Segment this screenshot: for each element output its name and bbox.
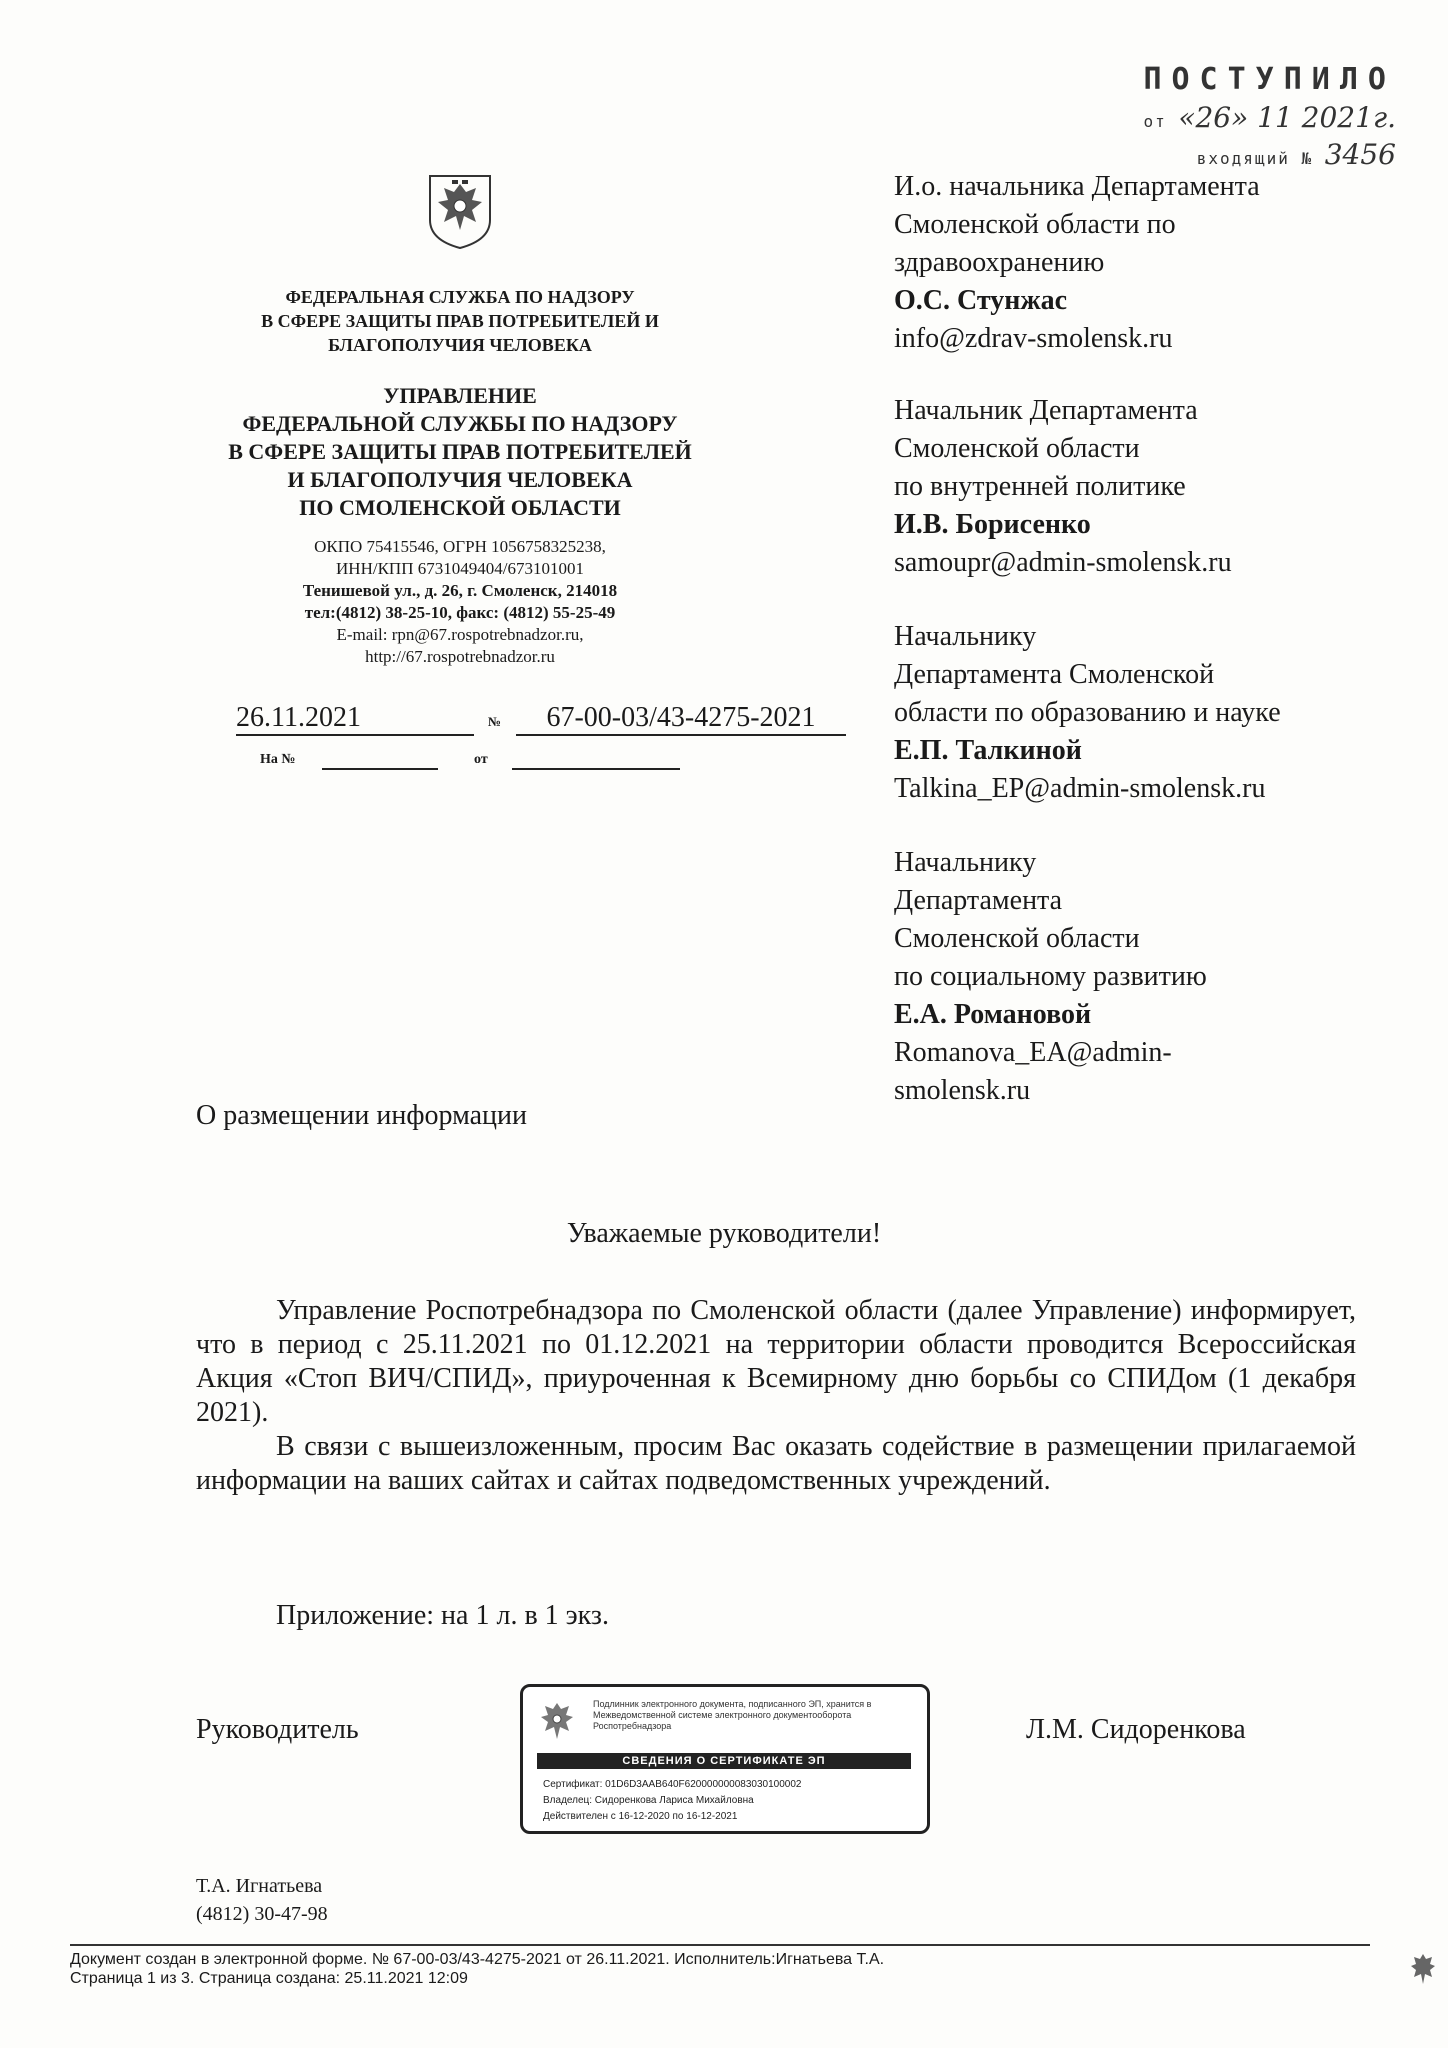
- phone-text: тел:(4812) 38-25-10, факс: (4812) 55-25-49: [304, 603, 616, 622]
- document-footer: [70, 1944, 1370, 1988]
- executor-phone: (4812) 30-47-98: [196, 1903, 328, 1925]
- org-main-block: [200, 382, 720, 522]
- signer-position: Руководитель: [196, 1714, 359, 1745]
- email-text: E-mail: rpn@67.rospotrebnadzor.ru,: [336, 625, 584, 644]
- greeting: Уважаемые руководители!: [566, 1218, 882, 1249]
- ep-owner: Владелец: Сидоренкова Лариса Михайловна: [543, 1795, 754, 1806]
- footer-line: Страница 1 из 3. Страница создана: 25.11.2021 12:09: [70, 1970, 468, 1987]
- letter-body: [196, 1294, 1356, 1498]
- ep-certificate: Сертификат: 01D6D3AAB640F620000000083030100002: [543, 1779, 802, 1790]
- attachment-note: Приложение: на 1 л. в 1 экз.: [276, 1600, 609, 1631]
- number-sign: №: [488, 714, 502, 729]
- recipient-block: [894, 392, 1394, 582]
- incoming-number-handwritten: 3456: [1324, 138, 1396, 171]
- org-parent-block: [200, 285, 720, 357]
- recipient-line: здравоохранению: [894, 247, 1105, 278]
- recipient-line: Начальнику: [894, 621, 1037, 652]
- footer-line: Документ создан в электронной форме. № 67-00-03/43-4275-2021 от 26.11.2021. Исполнитель:Игнатьева Т.А.: [70, 1951, 885, 1968]
- recipient-email: info@zdrav-smolensk.ru: [894, 323, 1173, 354]
- recipient-email: Talkina_EP@admin-smolensk.ru: [894, 773, 1266, 804]
- org-main-line: ПО СМОЛЕНСКОЙ ОБЛАСТИ: [299, 495, 621, 520]
- recipient-line: Смоленской области: [894, 433, 1140, 464]
- org-requisites: [200, 536, 720, 668]
- org-parent-line: БЛАГОПОЛУЧИЯ ЧЕЛОВЕКА: [328, 335, 592, 355]
- recipient-block: [894, 618, 1394, 808]
- reference-from-label: от: [474, 752, 488, 767]
- reference-number-blank: [322, 768, 438, 770]
- inn-text: ИНН/КПП 6731049404/673101001: [336, 559, 584, 578]
- recipient-name: И.В. Борисенко: [894, 509, 1091, 540]
- incoming-from-label: от: [1143, 112, 1167, 131]
- recipient-line: Смоленской области по: [894, 209, 1176, 240]
- recipient-line: Начальнику: [894, 847, 1037, 878]
- eagle-emblem-icon: [537, 1697, 577, 1745]
- incoming-stamp-title: ПОСТУПИЛО: [1143, 62, 1396, 97]
- recipient-block: [894, 168, 1394, 358]
- recipient-line: области по образованию и науке: [894, 697, 1281, 728]
- org-main-line: И БЛАГОПОЛУЧИЯ ЧЕЛОВЕКА: [287, 467, 633, 492]
- org-main-line: ФЕДЕРАЛЬНОЙ СЛУЖБЫ ПО НАДЗОРУ: [242, 411, 678, 436]
- ep-valid: Действителен с 16-12-2020 по 16-12-2021: [543, 1811, 738, 1822]
- executor-block: [196, 1872, 328, 1928]
- ep-stamp-header: Подлинник электронного документа, подписанного ЭП, хранится в Межведомственной системе электронного документооборота Роспотребнадзора: [593, 1699, 872, 1731]
- address-text: Тенишевой ул., д. 26, г. Смоленск, 214018: [302, 581, 618, 600]
- recipient-line: Департамента Смоленской: [894, 659, 1215, 690]
- incoming-stamp: [1096, 62, 1396, 171]
- org-main-line: В СФЕРЕ ЗАЩИТЫ ПРАВ ПОТРЕБИТЕЛЕЙ: [228, 439, 692, 464]
- registration-number: 67-00-03/43-4275-2021: [516, 702, 846, 736]
- recipient-block: [894, 844, 1394, 1110]
- reference-date-blank: [512, 768, 680, 770]
- recipient-email: samoupr@admin-smolensk.ru: [894, 547, 1232, 578]
- executor-name: Т.А. Игнатьева: [196, 1875, 323, 1897]
- letter-subject: О размещении информации: [196, 1100, 527, 1131]
- body-paragraph: В связи с вышеизложенным, просим Вас оказать содействие в размещении прилагаемой информации на ваших сайтах и сайтах подведомственных учреждений.: [196, 1431, 1356, 1496]
- incoming-date-handwritten: «26» 11 2021г.: [1178, 101, 1396, 134]
- reference-label: На №: [260, 752, 296, 767]
- org-main-line: УПРАВЛЕНИЕ: [383, 383, 537, 408]
- ep-stamp-bar: СВЕДЕНИЯ О СЕРТИФИКАТЕ ЭП: [537, 1753, 911, 1769]
- recipient-line: Начальник Департамента: [894, 395, 1198, 426]
- okpo-text: ОКПО 75415546, ОГРН 1056758325238,: [314, 537, 606, 556]
- org-parent-line: В СФЕРЕ ЗАЩИТЫ ПРАВ ПОТРЕБИТЕЛЕЙ И: [261, 311, 659, 331]
- registration-line: [236, 700, 846, 736]
- recipient-email: Romanova_EA@admin-: [894, 1037, 1172, 1068]
- electronic-signature-stamp: [520, 1684, 930, 1834]
- site-text: http://67.rospotrebnadzor.ru: [365, 647, 555, 666]
- signer-name: Л.М. Сидоренкова: [1026, 1714, 1246, 1745]
- eagle-emblem-icon: [1408, 1950, 1438, 1990]
- org-parent-line: ФЕДЕРАЛЬНАЯ СЛУЖБА ПО НАДЗОРУ: [285, 287, 635, 307]
- incoming-number-label: входящий №: [1196, 149, 1314, 168]
- body-paragraph: Управление Роспотребнадзора по Смоленской области (далее Управление) информирует, что в период с 25.11.2021 по 01.12.2021 на территории области проводится Всероссийская Акция «Стоп ВИЧ/СПИД», приуроченная к Всемирному дню борьбы со СПИДом (1 декабря 2021).: [196, 1295, 1356, 1428]
- registration-date: 26.11.2021: [236, 702, 474, 736]
- recipient-name: Е.П. Талкиной: [894, 735, 1082, 766]
- eagle-emblem-icon: [424, 170, 496, 250]
- recipient-name: О.С. Стунжас: [894, 285, 1068, 316]
- reference-line: [260, 752, 680, 782]
- recipient-line: по внутренней политике: [894, 471, 1186, 502]
- recipient-line: по социальному развитию: [894, 961, 1207, 992]
- recipient-line: Департамента: [894, 885, 1063, 916]
- recipient-email: smolensk.ru: [894, 1075, 1031, 1106]
- recipient-line: И.о. начальника Департамента: [894, 171, 1260, 202]
- recipient-line: Смоленской области: [894, 923, 1140, 954]
- recipient-name: Е.А. Романовой: [894, 999, 1092, 1030]
